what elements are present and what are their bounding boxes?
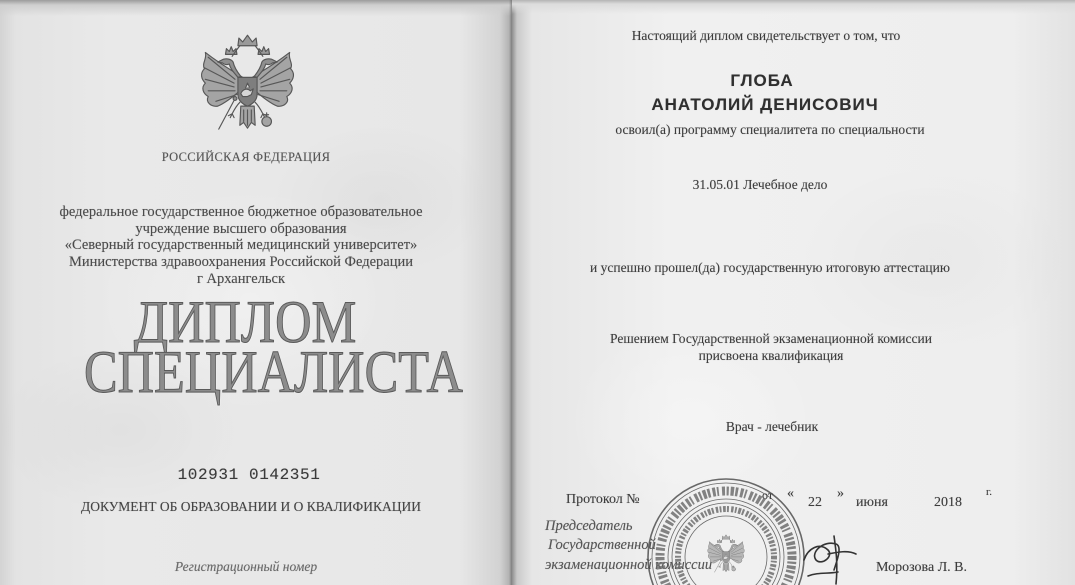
seal-emblem — [708, 535, 745, 572]
institution-line: «Северный государственный медицинский университет» — [64, 237, 418, 253]
institution-line: Министерства здравоохранения Российской Федерации — [68, 254, 414, 270]
chairman-title-line: Государственной — [548, 537, 656, 553]
seal-stamp-icon — [645, 476, 810, 585]
country-name: РОССИЙСКАЯ ФЕДЕРАЦИЯ — [161, 150, 331, 164]
chairman-title-line: Председатель — [545, 518, 633, 534]
decision-text-line1: Решением Государственной экзаменационной комиссии — [610, 331, 932, 346]
institution-line: федеральное государственное бюджетное образовательное — [59, 204, 423, 220]
protocol-date-close-quote: » — [837, 486, 844, 501]
institution-line: г Архангельск — [196, 271, 286, 287]
protocol-label: Протокол № — [566, 492, 640, 507]
signature-icon — [798, 530, 860, 585]
coat-of-arms-icon — [190, 33, 305, 139]
protocol-year: 2018 — [934, 495, 962, 510]
institution-line: учреждение высшего образования — [135, 221, 347, 237]
intro-text: Настоящий диплом свидетельствует о том, что — [631, 28, 901, 43]
graduate-surname: ГЛОБА — [730, 71, 794, 90]
diploma-title-line2: СПЕЦИАЛИСТА — [84, 339, 463, 405]
document-type: ДОКУМЕНТ ОБ ОБРАЗОВАНИИ И О КВАЛИФИКАЦИИ — [81, 499, 421, 514]
registration-label: Регистрационный номер — [174, 559, 318, 574]
attestation-text: и успешно прошел(да) государственную итоговую аттестацию — [590, 260, 950, 275]
protocol-month: июня — [856, 495, 888, 510]
protocol-day: 22 — [808, 495, 822, 510]
right-page — [512, 0, 1075, 585]
chairman-title-line: экзаменационной комиссии — [545, 557, 713, 573]
seal-inner-lettering — [678, 509, 774, 585]
decision-text-line2: присвоена квалификация — [698, 348, 844, 363]
protocol-date-from: от — [762, 488, 774, 502]
qualification: Врач - лечебник — [725, 419, 819, 434]
protocol-date-open-quote: « — [787, 486, 794, 501]
chairman-name: Морозова Л. В. — [876, 560, 968, 575]
graduate-given-names: АНАТОЛИЙ ДЕНИСОВИЧ — [651, 95, 879, 114]
specialty: 31.05.01 Лечебное дело — [692, 177, 828, 192]
protocol-year-suffix: г. — [986, 486, 993, 498]
left-page — [0, 0, 512, 585]
program-text: освоил(а) программу специалитета по специальности — [615, 122, 925, 137]
serial-number: 102931 0142351 — [177, 466, 321, 484]
diploma-title-line1: ДИПЛОМ — [133, 289, 357, 355]
